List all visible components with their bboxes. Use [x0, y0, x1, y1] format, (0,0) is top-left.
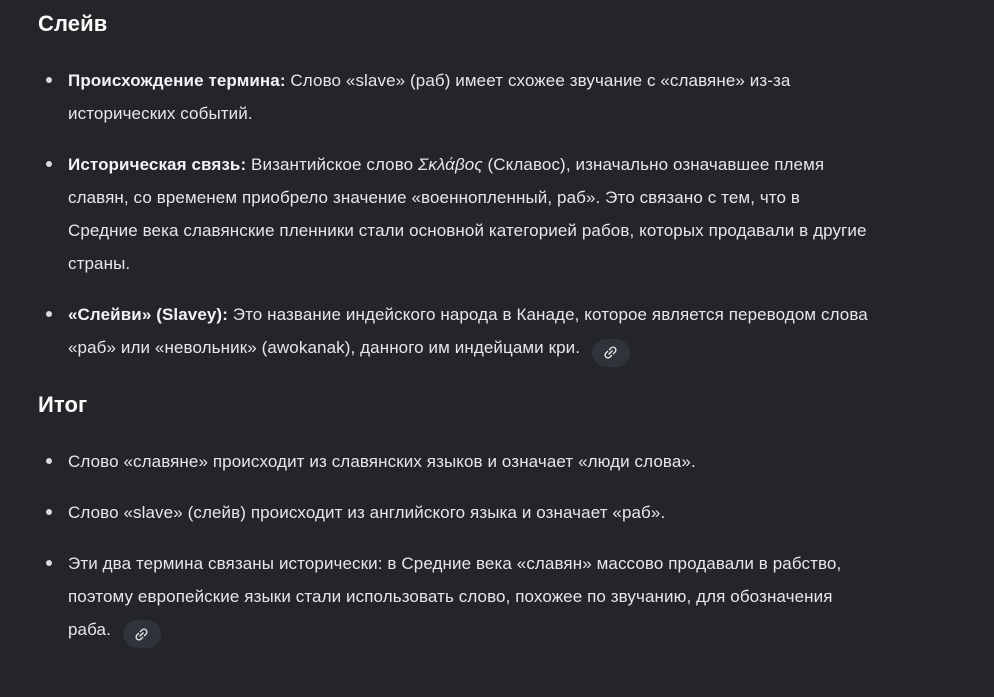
item-text — [68, 298, 872, 367]
list-item — [38, 298, 872, 367]
list-item — [38, 64, 872, 130]
item-text — [68, 148, 872, 280]
source-link-chip[interactable] — [123, 620, 161, 648]
item-body-text: (Склавос), изначально означавшее племя славян, со временем приобрело значение «военнопленный, раб». Это связано с тем, что в Средние века славянские пленники стали основной категорией рабов, которых продавали в другие страны. — [68, 155, 867, 273]
item-bold-lead: Происхождение термина: — [68, 71, 286, 90]
item-body-text: Эти два термина связаны исторически: в Средние века «славян» массово продавали в рабство, поэтому европейские языки стали использовать слово, похожее по звучанию, для обозначения раба. — [68, 553, 842, 639]
item-body-text: Это название индейского народа в Канаде, которое является переводом слова «раб» или «невольник» (awokanak), данного им индейцами кри. — [68, 305, 868, 357]
section-heading-summary: Итог — [38, 391, 88, 417]
list-item — [38, 547, 872, 649]
list-item — [38, 496, 872, 529]
item-body-text: Слово «slave» (раб) имеет схожее звучание с «славяне» из-за исторических событий. — [68, 71, 791, 123]
item-text — [68, 496, 872, 529]
item-body-text: Византийское слово — [246, 155, 419, 174]
section-heading-slave: Слейв — [38, 11, 108, 36]
item-italic-text: Σκλάβος — [418, 155, 483, 174]
item-bold-lead: «Слейви» (Slavey): — [68, 305, 228, 324]
list-item — [38, 148, 872, 280]
item-text — [68, 547, 872, 649]
list-item — [38, 445, 872, 478]
item-text — [68, 64, 872, 130]
bullet-list-slave — [38, 64, 872, 367]
item-body-text: Слово «slave» (слейв) происходит из английского языка и означает «раб». — [68, 502, 666, 522]
item-bold-lead: Историческая связь: — [68, 155, 247, 174]
source-link-chip[interactable] — [592, 339, 630, 367]
link-icon — [602, 344, 619, 361]
item-body-text: Слово «славяне» происходит из славянских языков и означает «люди слова». — [68, 451, 696, 471]
link-icon — [133, 626, 150, 643]
bullet-list-summary — [38, 445, 872, 649]
item-text — [68, 445, 872, 478]
